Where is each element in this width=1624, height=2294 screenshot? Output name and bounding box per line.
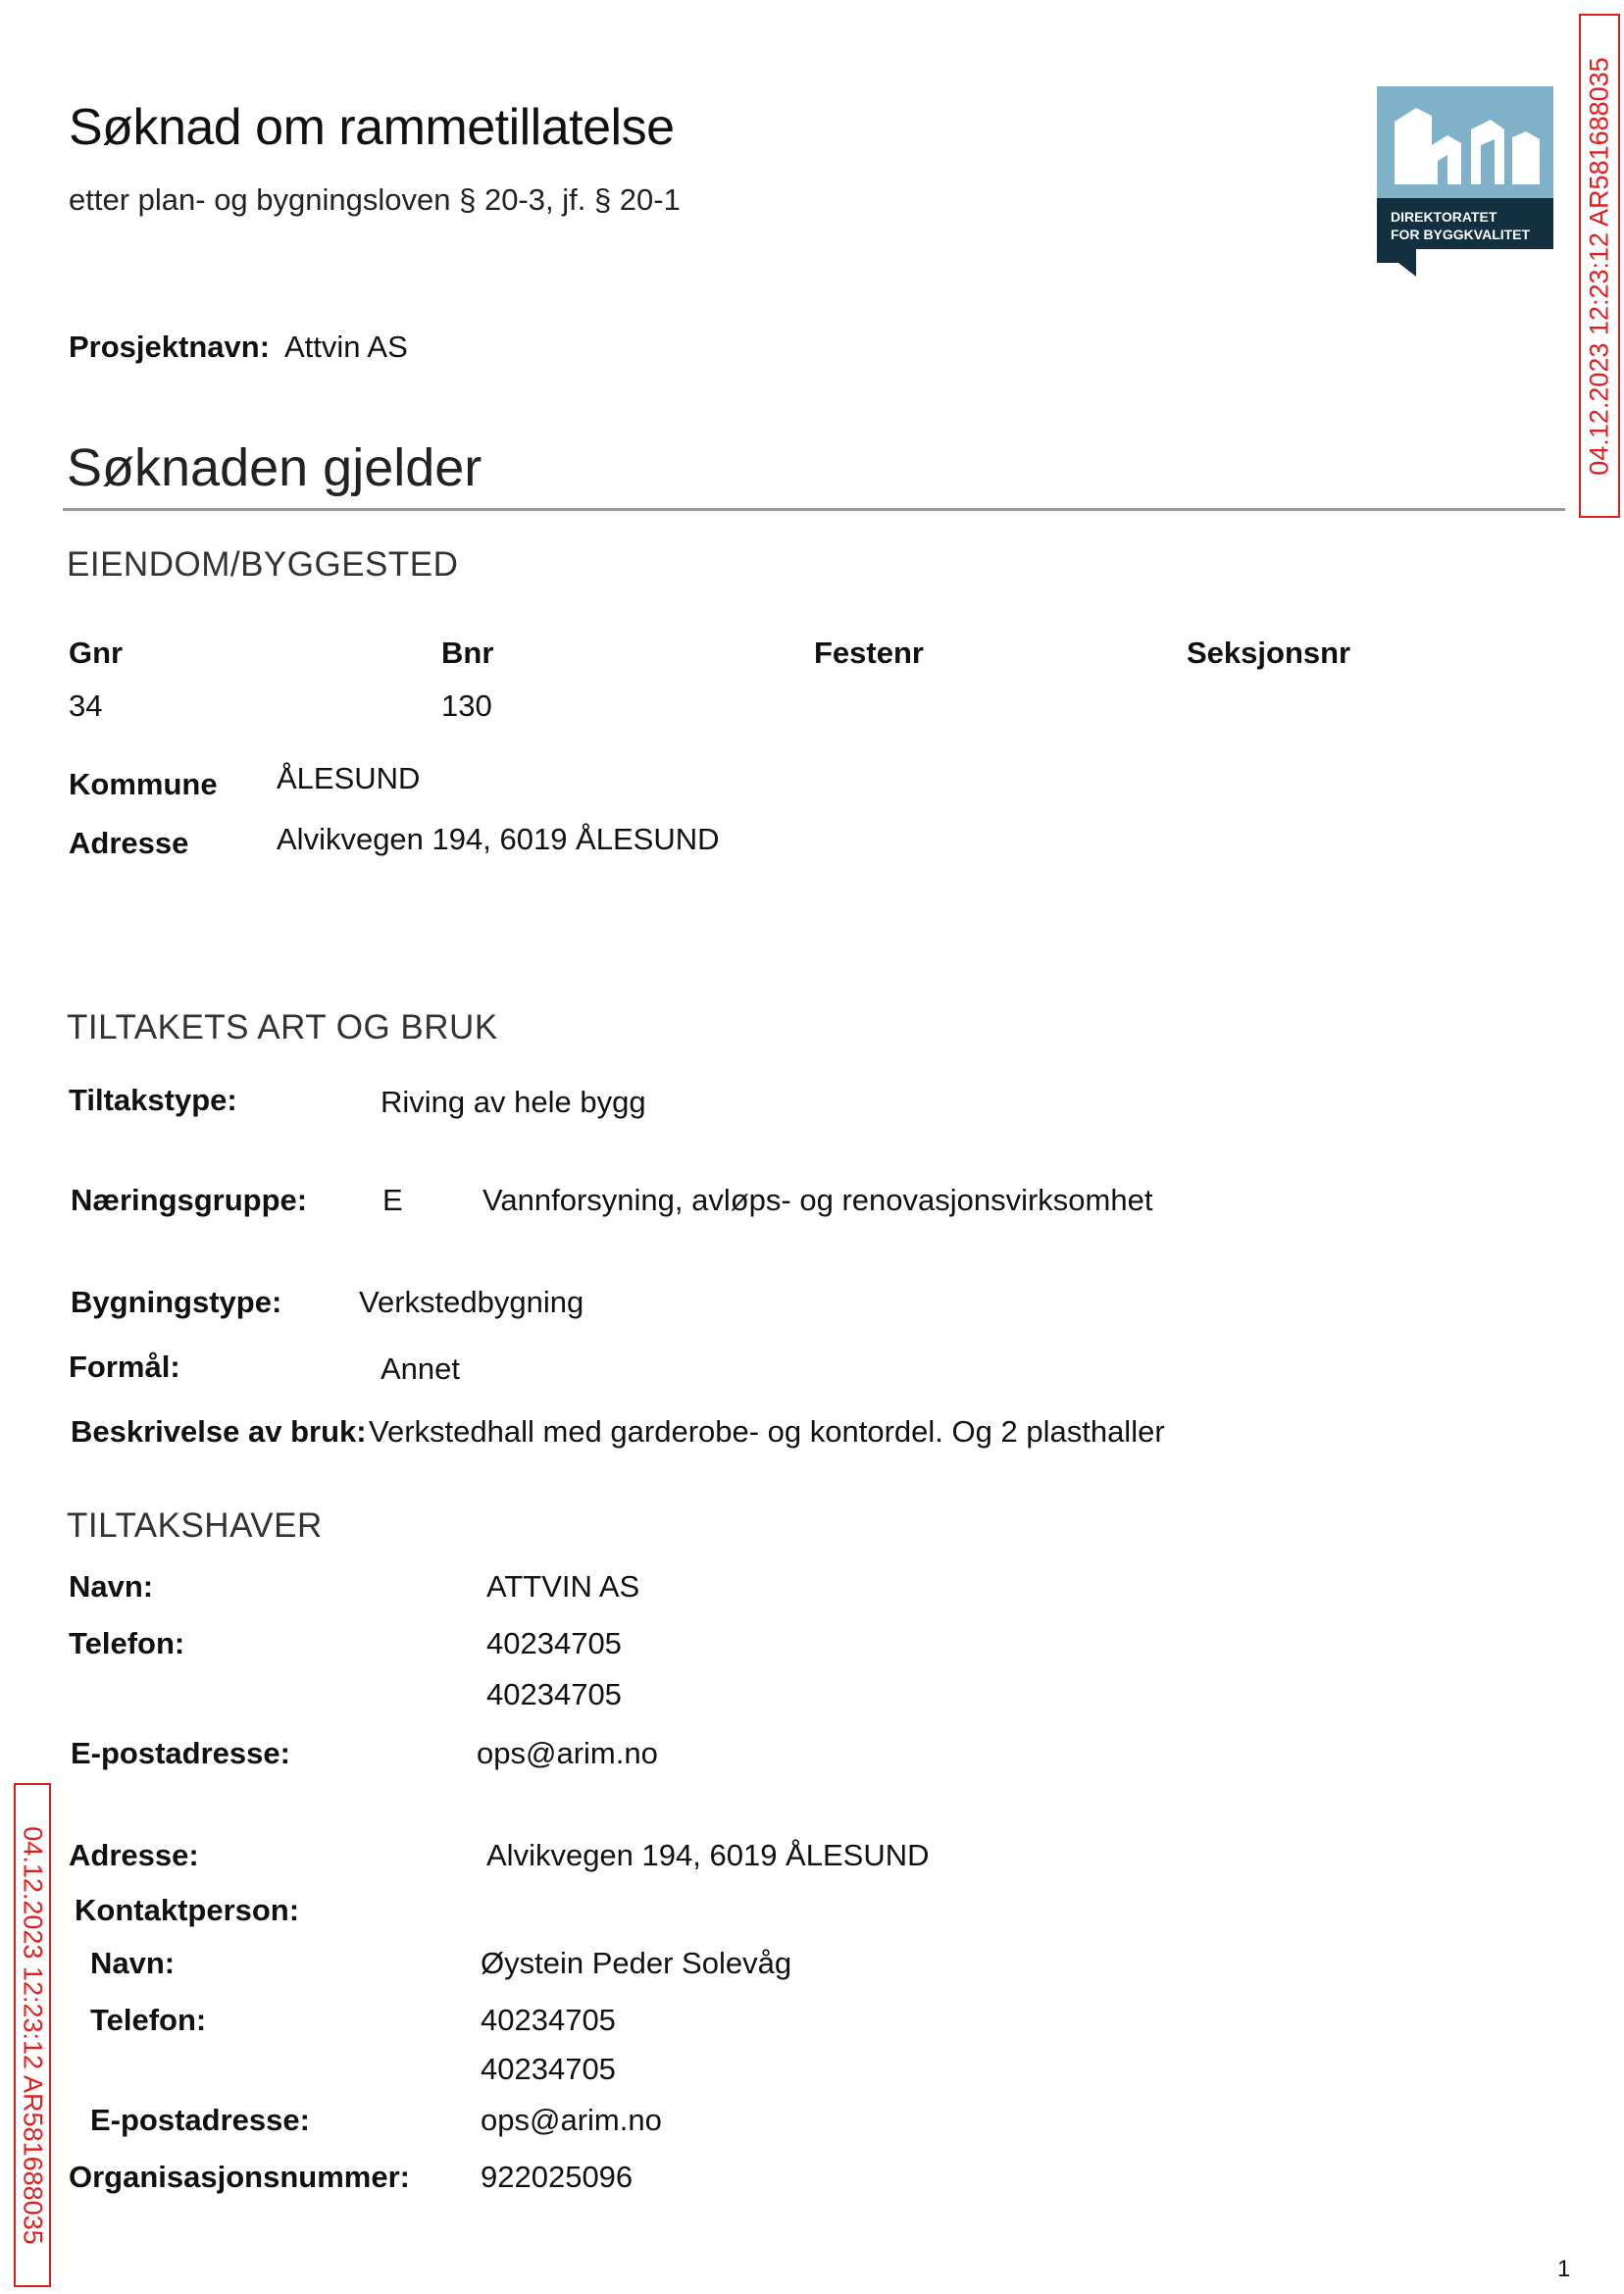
kontakt-telefon-value-2: 40234705 xyxy=(481,2052,616,2086)
timestamp-stamp-left: 04.12.2023 12:23:12 AR581688035 xyxy=(14,1783,51,2287)
tiltakshaver-adresse-value: Alvikvegen 194, 6019 ÅLESUND xyxy=(486,1838,930,1872)
page-title: Søknad om rammetillatelse xyxy=(69,99,675,156)
page-number: 1 xyxy=(1557,2256,1571,2282)
kontakt-telefon-label: Telefon: xyxy=(90,2003,207,2037)
section-title: Søknaden gjelder xyxy=(67,438,482,497)
tiltakshaver-navn-label: Navn: xyxy=(69,1569,154,1604)
beskrivelse-value: Verkstedhall med garderobe- og kontordel. Og 2 plasthaller xyxy=(369,1414,1165,1449)
formal-label: Formål: xyxy=(69,1350,180,1384)
tiltakstype-label: Tiltakstype: xyxy=(69,1083,237,1117)
col-bnr-label: Bnr xyxy=(441,636,494,670)
tiltakshaver-telefon-label: Telefon: xyxy=(69,1626,185,1660)
naering-code: E xyxy=(382,1183,403,1217)
tiltakshaver-telefon-value-2: 40234705 xyxy=(486,1677,622,1711)
logo-line2: FOR BYGGKVALITET xyxy=(1391,227,1531,242)
bygningstype-value: Verkstedbygning xyxy=(359,1285,584,1319)
tiltakshaver-heading: TILTAKSHAVER xyxy=(67,1506,323,1545)
kontakt-epost-value: ops@arim.no xyxy=(481,2103,662,2137)
section-divider xyxy=(63,508,1565,511)
dibk-logo xyxy=(1377,86,1553,277)
adresse-value: Alvikvegen 194, 6019 ÅLESUND xyxy=(277,822,720,856)
eiendom-heading: EIENDOM/BYGGESTED xyxy=(67,545,459,584)
tiltak-heading: TILTAKETS ART OG BRUK xyxy=(67,1008,498,1046)
project-label: Prosjektnavn: xyxy=(69,330,271,364)
bnr-value: 130 xyxy=(441,688,492,723)
tiltakshaver-epost-label: E-postadresse: xyxy=(71,1736,290,1770)
beskrivelse-label: Beskrivelse av bruk: xyxy=(71,1414,367,1449)
formal-value: Annet xyxy=(381,1351,461,1386)
tiltakshaver-navn-value: ATTVIN AS xyxy=(486,1569,640,1604)
naering-value: Vannforsyning, avløps- og renovasjonsvirksomhet xyxy=(482,1183,1153,1217)
gnr-value: 34 xyxy=(69,688,103,723)
tiltakshaver-telefon-value-1: 40234705 xyxy=(486,1626,622,1660)
kontakt-navn-label: Navn: xyxy=(90,1946,176,1980)
orgnr-label: Organisasjonsnummer: xyxy=(69,2160,410,2194)
tiltakshaver-epost-value: ops@arim.no xyxy=(477,1736,658,1770)
orgnr-value: 922025096 xyxy=(481,2160,634,2194)
tiltakshaver-adresse-label: Adresse: xyxy=(69,1838,199,1872)
adresse-label: Adresse xyxy=(69,826,189,860)
logo-line1: DIREKTORATET xyxy=(1391,209,1497,225)
kontaktperson-label: Kontaktperson: xyxy=(75,1893,300,1927)
kontakt-navn-value: Øystein Peder Solevåg xyxy=(481,1946,792,1980)
col-festenr-label: Festenr xyxy=(814,636,924,670)
col-seksjonsnr-label: Seksjonsnr xyxy=(1187,636,1351,670)
naering-label: Næringsgruppe: xyxy=(71,1183,308,1217)
kommune-value: ÅLESUND xyxy=(277,761,421,795)
bygningstype-label: Bygningstype: xyxy=(71,1285,282,1319)
kontakt-telefon-value-1: 40234705 xyxy=(481,2003,616,2037)
timestamp-stamp-right: 04.12.2023 12:23:12 AR581688035 xyxy=(1579,14,1620,518)
kommune-label: Kommune xyxy=(69,767,218,801)
kontakt-epost-label: E-postadresse: xyxy=(90,2103,310,2137)
page-subtitle: etter plan- og bygningsloven § 20-3, jf. § 20-1 xyxy=(69,182,681,217)
project-value: Attvin AS xyxy=(284,330,408,364)
tiltakstype-value: Riving av hele bygg xyxy=(381,1085,646,1119)
col-gnr-label: Gnr xyxy=(69,636,124,670)
